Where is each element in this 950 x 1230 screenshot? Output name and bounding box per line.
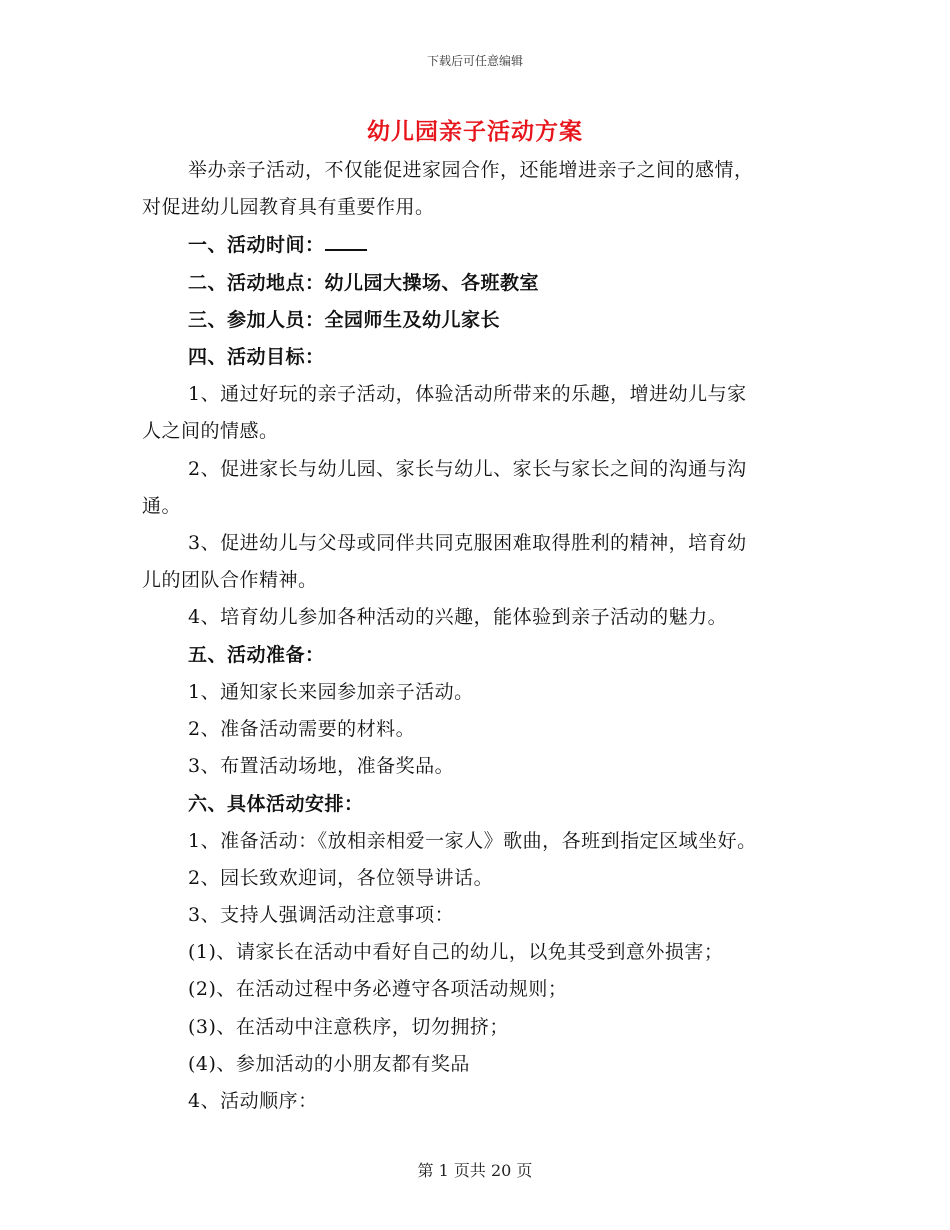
note-3: (3)、在活动中注意秩序，切勿拥挤； [188,1016,509,1038]
intro-line-1: 举办亲子活动，不仅能促进家园合作，还能增进亲子之间的感情， [188,159,754,181]
goal-2-line-2: 通。 [142,495,182,517]
goal-1-line-2: 人之间的情感。 [142,420,279,442]
note-2: (2)、在活动过程中务必遵守各项活动规则； [188,978,568,1000]
arrangement-3: 3、支持人强调活动注意事项： [188,904,455,926]
goal-3-line-2: 儿的团队合作精神。 [142,569,318,591]
section-time-label: 一、活动时间： [188,234,325,256]
prep-1: 1、通知家长来园参加亲子活动。 [188,681,474,703]
section-location: 二、活动地点：幼儿园大操场、各班教室 [188,272,540,294]
note-4: (4)、参加活动的小朋友都有奖品 [188,1053,470,1075]
time-blank [325,231,367,251]
note-1: (1)、请家长在活动中看好自己的幼儿，以免其受到意外损害； [188,941,724,963]
page-header: 下载后可任意编辑 [426,54,523,68]
goal-3-line-1: 3、促进幼儿与父母或同伴共同克服困难取得胜利的精神，培育幼 [188,532,747,554]
goal-1-line-1: 1、通过好玩的亲子活动，体验活动所带来的乐趣，增进幼儿与家 [188,383,747,405]
arrangement-4: 4、活动顺序： [188,1090,318,1112]
section-arrangement: 六、具体活动安排： [188,793,364,815]
page-footer: 第 1 页共 20 页 [417,1161,533,1180]
arrangement-1: 1、准备活动：《放相亲相爱一家人》歌曲，各班到指定区域坐好。 [188,830,757,852]
document-title: 幼儿园亲子活动方案 [367,118,583,145]
goal-2-line-1: 2、促进家长与幼儿园、家长与幼儿、家长与家长之间的沟通与沟 [188,458,747,480]
prep-2: 2、准备活动需要的材料。 [188,718,416,740]
section-participants: 三、参加人员：全园师生及幼儿家长 [188,309,501,331]
goal-4: 4、培育幼儿参加各种活动的兴趣，能体验到亲子活动的魅力。 [188,606,728,628]
intro-line-2: 对促进幼儿园教育具有重要作用。 [142,196,435,218]
prep-3: 3、布置活动场地，准备奖品。 [188,755,455,777]
arrangement-2: 2、园长致欢迎词，各位领导讲话。 [188,867,494,889]
section-goals: 四、活动目标： [188,346,325,368]
section-time [188,230,888,257]
section-preparation: 五、活动准备： [188,644,325,666]
